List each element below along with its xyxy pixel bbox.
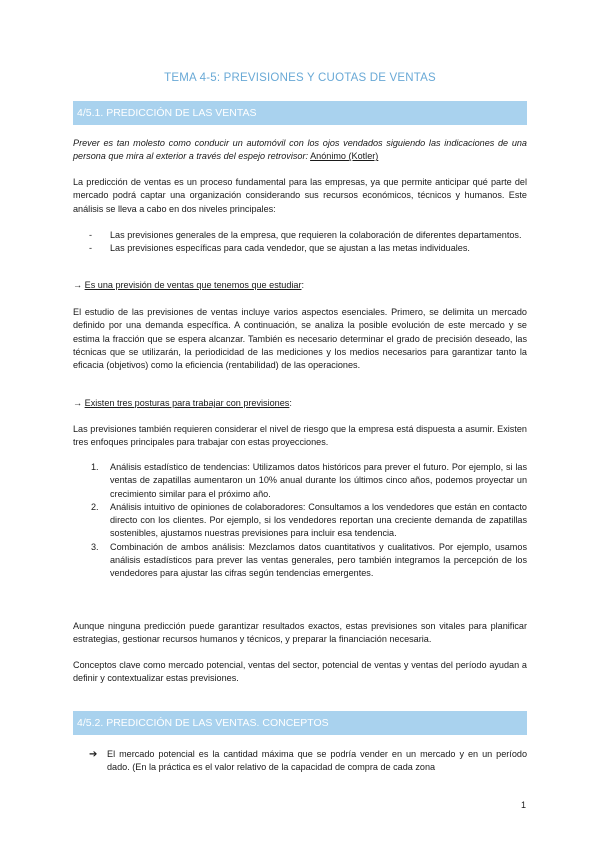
list-item: ➔ El mercado potencial es la cantidad máxima que se podría vender en un mercado y en un período dado. (En la práctica es el valor relativo de la capacidad de compra de cada zona (89, 749, 527, 773)
bullet-marker: - (89, 230, 93, 240)
study-paragraph: El estudio de las previsiones de ventas incluye varios aspectos esenciales. Primero, se delimita un mercado definido por una demanda específica. A continuación, se analiza la posible evolución de este mercado y se estima la fracción que se espera alcanzar. También es necesario determinar el grado de precisión deseado, las técnicas que se utilizarán, la periodicidad de las mediciones y los medios necesarios para garantizar tanto la eficacia (objetivos) como la eficiencia (rentabilidad) de las operaciones. (73, 307, 527, 371)
list-item: 1. Análisis estadístico de tendencias: Utilizamos datos históricos para prever el futuro. Por ejemplo, si las ventas de zapatillas aumentaron un 10% anual durante los últimos cinco años, podemos proyectar un crecimiento similar para el próximo año. (91, 462, 527, 499)
arrow-icon: → (73, 280, 83, 290)
arrow-bullet-icon: ➔ (89, 749, 98, 760)
intro-paragraph: La predicción de ventas es un proceso fundamental para las empresas, ya que permite anticipar qué parte del mercado podrá captar una organización considerando sus recursos económicos, técnicos y humanos. Este análisis se lleva a cabo en dos niveles principales: (73, 177, 527, 214)
subheading-2: → Existen tres posturas para trabajar con previsiones: (73, 398, 292, 408)
section-heading-2: 4/5.2. PREDICCIÓN DE LAS VENTAS. CONCEPTOS (73, 711, 527, 735)
closing-paragraph-1: Aunque ninguna predicción puede garantizar resultados exactos, estas previsiones son vitales para planificar estrategias, gestionar recursos humanos y técnicos, y preparar la financiación necesaria. (73, 621, 527, 645)
page-number: 1 (520, 800, 526, 810)
page-title: TEMA 4-5: PREVISIONES Y CUOTAS DE VENTAS (164, 72, 436, 84)
closing-paragraph-2: Conceptos clave como mercado potencial, ventas del sector, potencial de ventas y ventas del período ayudan a definir y contextualizar estas previsiones. (73, 660, 527, 684)
quote-author: Anónimo (Kotler) (310, 151, 379, 162)
concepts-list (73, 748, 527, 775)
list-item: 3. Combinación de ambos análisis: Mezclamos datos cuantitativos y cualitativos. Por ejemplo, usamos análisis estadísticos para prever las ventas generales, pero también integramos la percepción de los vendedores para ajustar las cifras según tendencias emergentes. (91, 541, 527, 579)
list-item: - Las previsiones generales de la empresa, que requieren la colaboración de diferentes departamentos. (73, 229, 527, 242)
postures-paragraph: Las previsiones también requieren considerar el nivel de riesgo que la empresa está dispuesta a asumir. Existen tres enfoques principales para trabajar con estas proyecciones. (73, 424, 527, 448)
bullet-marker: - (89, 243, 93, 254)
bullet-list (73, 229, 527, 256)
section-heading-1: 4/5.1. PREDICCIÓN DE LAS VENTAS (73, 101, 527, 125)
quote-paragraph (73, 137, 527, 164)
list-item: 2. Análisis intuitivo de opiniones de colaboradores: Consultamos a los vendedores que están en contacto directo con los clientes. Por ejemplo, si los vendedores reportan una creciente demanda de zapatillas sostenibles, ajustamos nuestras previsiones para incluir esa tendencia. (91, 501, 527, 539)
numbered-list (73, 461, 527, 581)
list-item: - Las previsiones específicas para cada vendedor, que se ajustan a las metas individuales. (73, 242, 527, 255)
arrow-icon: → (73, 398, 83, 408)
quote-text: Prever es tan molesto como conducir un automóvil con los ojos vendados siguiendo las indicaciones de una persona que mira al exterior a través del espejo retrovisor: (73, 138, 527, 162)
subheading-1: → Es una previsión de ventas que tenemos que estudiar: (73, 280, 305, 290)
